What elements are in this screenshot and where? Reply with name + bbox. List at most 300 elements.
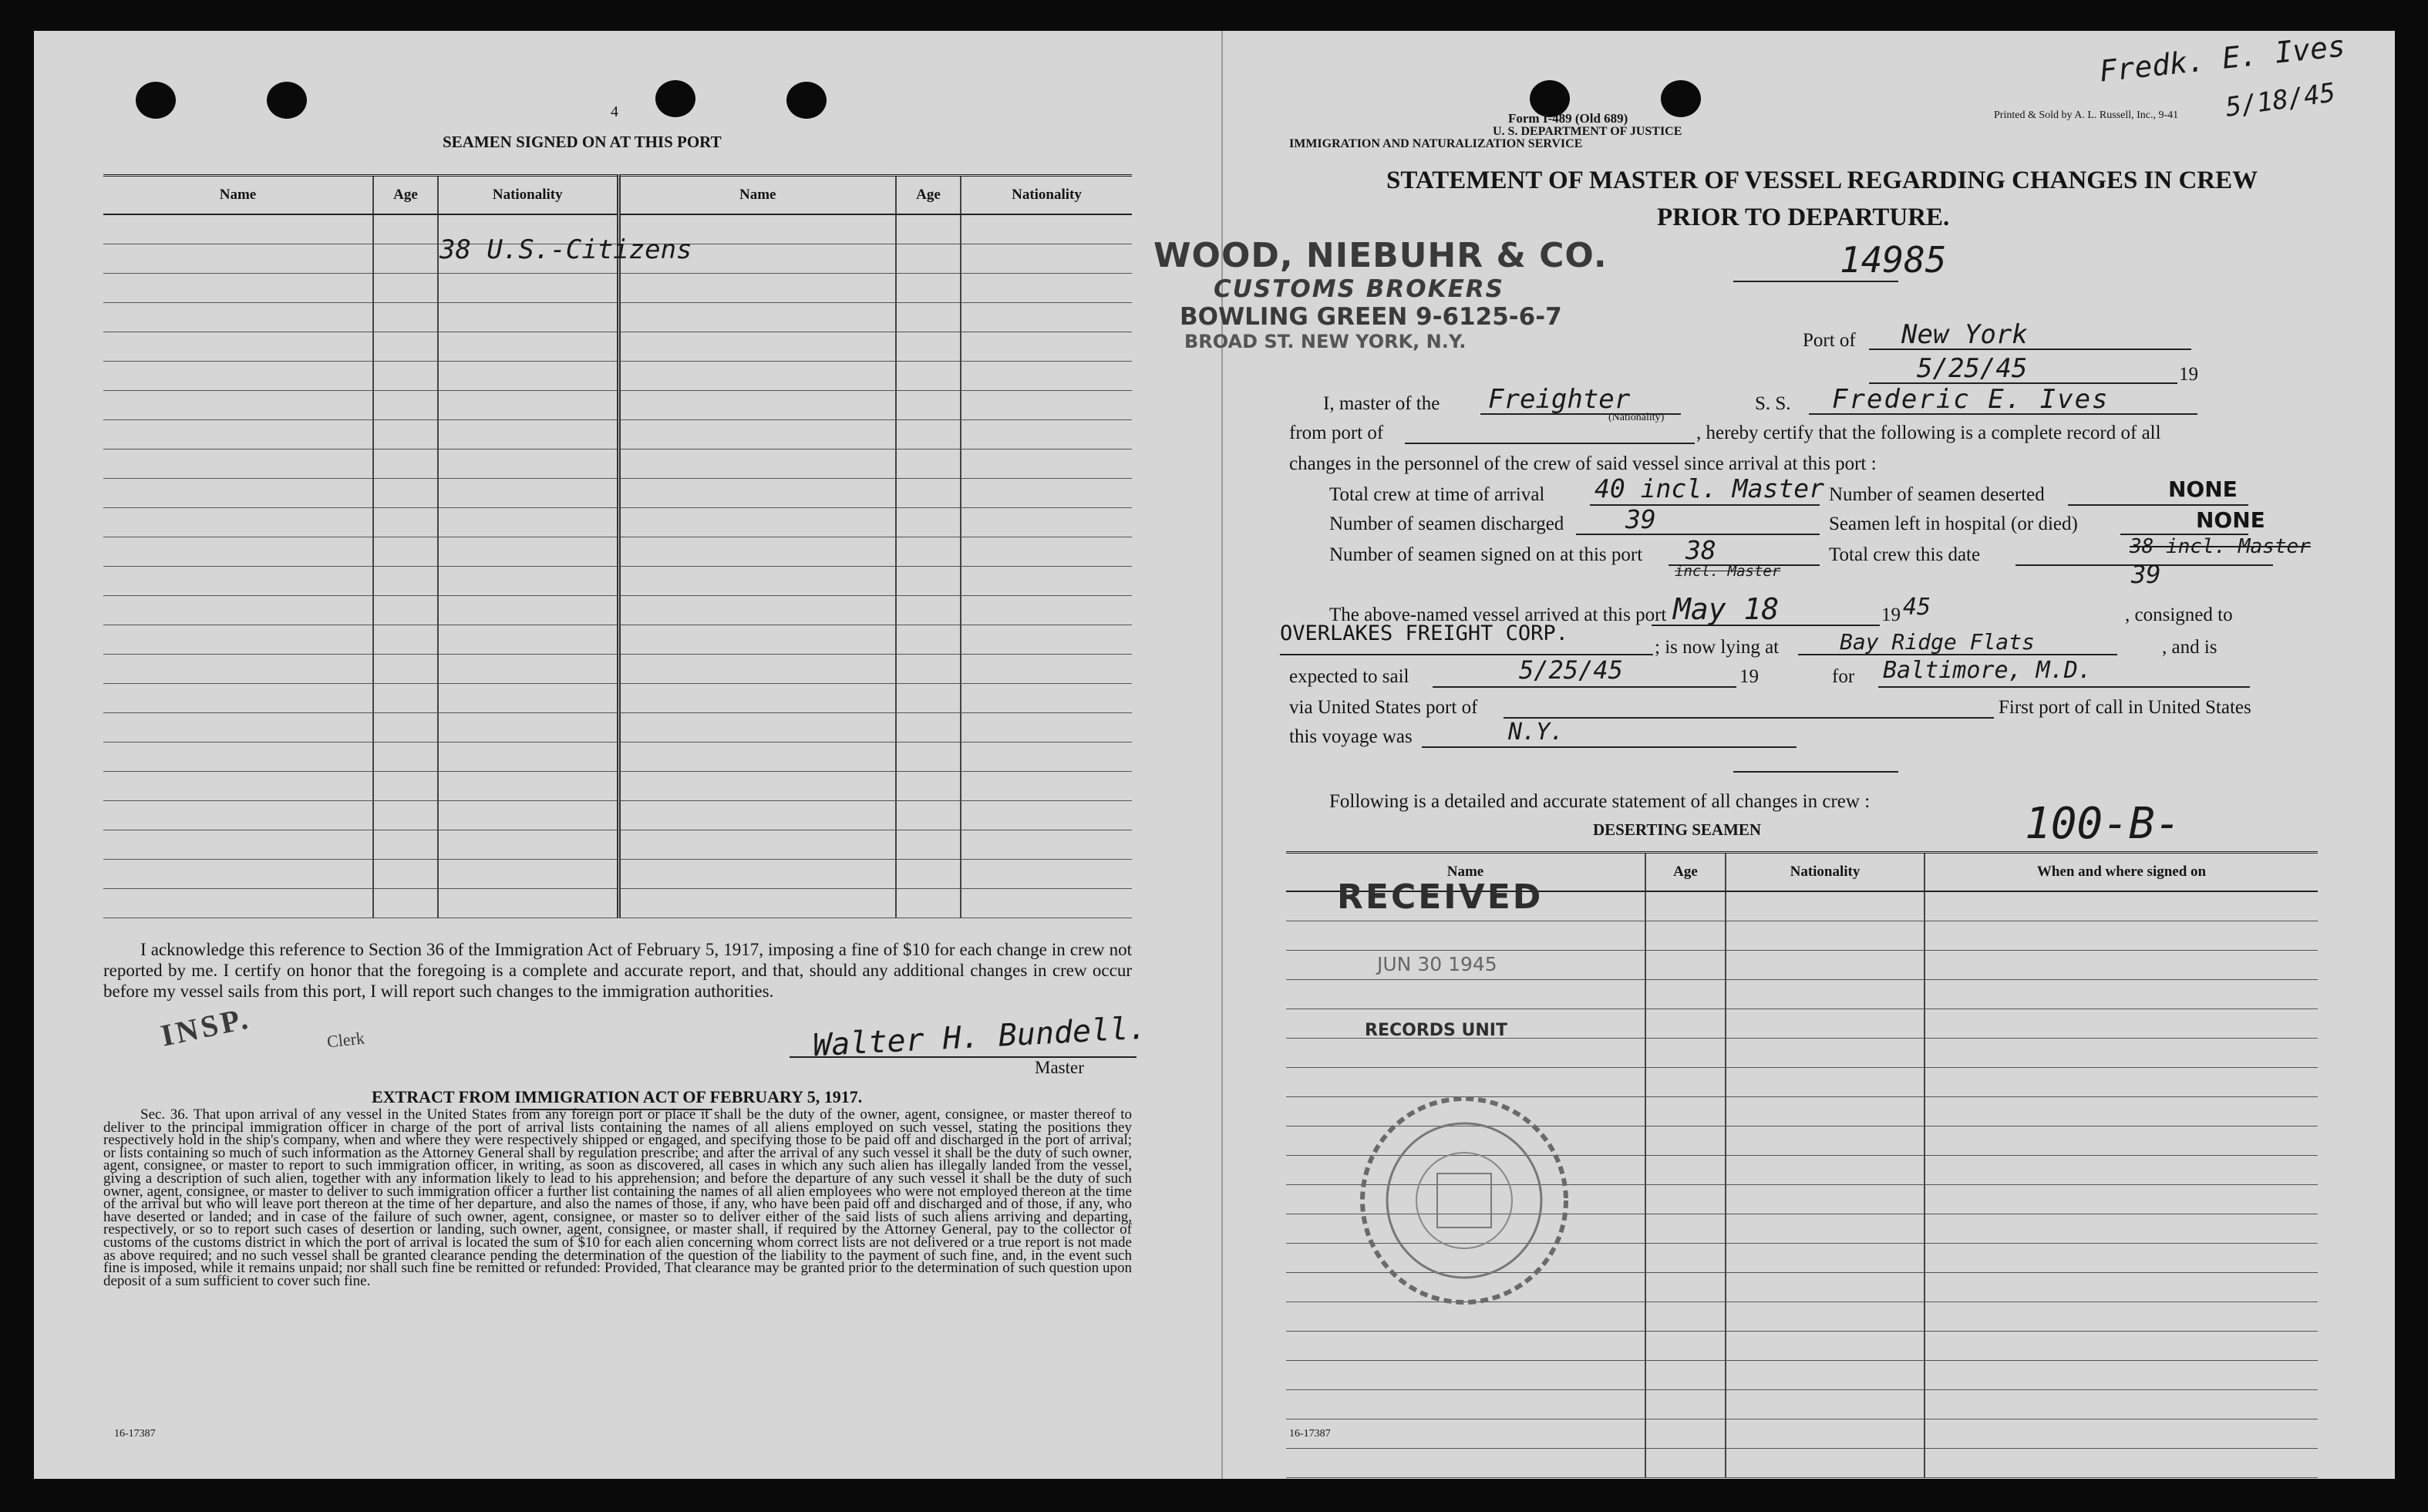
- table-cell: [896, 860, 961, 889]
- total-date-value: 39: [2131, 560, 2161, 589]
- table-row: [103, 743, 1132, 772]
- table-cell: [103, 479, 373, 508]
- table-cell: [961, 274, 1132, 303]
- table-cell: [438, 508, 618, 537]
- table-cell: [1726, 1244, 1925, 1273]
- table-cell: [961, 625, 1132, 655]
- table-cell: [896, 332, 961, 362]
- table-cell: [103, 772, 373, 801]
- table-row: [1286, 1419, 2318, 1449]
- table-cell: [1645, 980, 1726, 1009]
- column-header: Name: [103, 176, 373, 215]
- column-header: Age: [373, 176, 438, 215]
- table-cell: [373, 860, 438, 889]
- table-cell: [373, 450, 438, 479]
- table-cell: [1726, 1332, 1925, 1361]
- arrived-year-suffix: 45: [1903, 594, 1931, 621]
- table-cell: [961, 508, 1132, 537]
- table-row: [103, 801, 1132, 830]
- punch-hole: [267, 82, 307, 119]
- table-cell: [103, 567, 373, 596]
- master-of-label: I, master of the: [1323, 393, 1440, 414]
- table-cell: [961, 860, 1132, 889]
- column-header: Nationality: [438, 176, 618, 215]
- table-cell: [438, 801, 618, 830]
- signed-on-label: Number of seamen signed on at this port: [1329, 544, 1643, 565]
- discharged-label: Number of seamen discharged: [1329, 514, 1564, 534]
- table-cell: [438, 889, 618, 918]
- table-cell: [438, 860, 618, 889]
- table-cell: [1726, 1156, 1925, 1185]
- section-title: SEAMEN SIGNED ON AT THIS PORT: [443, 133, 722, 151]
- table-cell: [896, 684, 961, 713]
- table-cell: [1286, 1419, 1645, 1449]
- table-cell: [618, 479, 896, 508]
- table-cell: [103, 713, 373, 743]
- first-row-entry: 38 U.S.-Citizens: [439, 234, 692, 265]
- table-cell: [373, 655, 438, 684]
- table-cell: [1645, 1273, 1726, 1302]
- table-row: [103, 362, 1132, 391]
- voyage-value: N.Y.: [1508, 719, 1564, 746]
- total-date-label: Total crew this date: [1829, 544, 1981, 565]
- table-cell: [961, 214, 1132, 244]
- voyage-label: this voyage was: [1289, 726, 1413, 747]
- table-cell: [103, 860, 373, 889]
- broker-stamp: [1153, 236, 1608, 352]
- table-cell: [1286, 1390, 1645, 1419]
- table-cell: [373, 596, 438, 625]
- table-cell: [961, 537, 1132, 567]
- table-row: [103, 332, 1132, 362]
- table-cell: [103, 214, 373, 244]
- column-header: Age: [1645, 853, 1726, 892]
- table-cell: [1726, 1214, 1925, 1244]
- table-cell: [1925, 1244, 2318, 1273]
- table-cell: [438, 596, 618, 625]
- lying-label: ; is now lying at: [1655, 637, 1780, 658]
- table-cell: [373, 508, 438, 537]
- total-crew-arrival-label: Total crew at time of arrival: [1329, 484, 1545, 505]
- table-cell: [373, 274, 438, 303]
- table-cell: [618, 713, 896, 743]
- table-cell: [896, 420, 961, 450]
- hospital-label: Seamen left in hospital (or died): [1829, 514, 2078, 534]
- table-cell: [961, 655, 1132, 684]
- punch-hole: [1661, 80, 1701, 117]
- table-cell: [1726, 1361, 1925, 1390]
- table-row: [103, 567, 1132, 596]
- table-cell: [1726, 1302, 1925, 1332]
- date-value: 5/25/45: [1917, 353, 2028, 384]
- table-cell: [438, 684, 618, 713]
- table-cell: [1925, 1009, 2318, 1039]
- table-cell: [896, 214, 961, 244]
- table-cell: [1645, 1244, 1726, 1273]
- table-cell: [1645, 1039, 1726, 1068]
- table-row: [103, 860, 1132, 889]
- handwritten-corner-date: 5/18/45: [2223, 77, 2338, 123]
- column-header: Nationality: [961, 176, 1132, 215]
- signed-on-struck: incl. Master: [1675, 563, 1781, 580]
- table-row: [103, 274, 1132, 303]
- table-cell: [373, 830, 438, 860]
- table-cell: [373, 420, 438, 450]
- table-cell: [961, 479, 1132, 508]
- table-row: [103, 625, 1132, 655]
- deserting-title: DESERTING SEAMEN: [1593, 820, 1762, 839]
- table-cell: [1925, 1214, 2318, 1244]
- table-cell: [1925, 1068, 2318, 1097]
- lying-value: Bay Ridge Flats: [1840, 629, 2035, 655]
- table-cell: [618, 801, 896, 830]
- port-value: New York: [1901, 319, 2028, 350]
- table-cell: [438, 772, 618, 801]
- vessel-name: Frederic E. Ives: [1832, 384, 2110, 415]
- table-cell: [896, 830, 961, 860]
- extract-title: EXTRACT FROM IMMIGRATION ACT OF FEBRUARY 5, 1917.: [372, 1087, 863, 1106]
- table-cell: [438, 743, 618, 772]
- table-cell: [1645, 1361, 1726, 1390]
- table-cell: [618, 625, 896, 655]
- punch-hole: [786, 82, 827, 119]
- table-cell: [896, 567, 961, 596]
- table-row: [1286, 1390, 2318, 1419]
- table-cell: [373, 567, 438, 596]
- table-cell: [1645, 1156, 1726, 1185]
- table-cell: [1925, 1126, 2318, 1156]
- table-cell: [438, 303, 618, 332]
- table-cell: [373, 214, 438, 244]
- table-cell: [618, 450, 896, 479]
- table-cell: [1726, 921, 1925, 951]
- table-cell: [373, 743, 438, 772]
- certify-text: , hereby certify that the following is a complete record of all: [1696, 423, 2161, 443]
- table-cell: [896, 713, 961, 743]
- table-cell: [103, 303, 373, 332]
- table-cell: [1726, 891, 1925, 921]
- table-row: [1286, 1449, 2318, 1478]
- consigned-label: , consigned to: [2125, 604, 2233, 625]
- table-cell: [961, 391, 1132, 420]
- table-cell: [1925, 1097, 2318, 1126]
- department: U. S. DEPARTMENT OF JUSTICE: [1493, 125, 1682, 138]
- table-cell: [103, 743, 373, 772]
- service: IMMIGRATION AND NATURALIZATION SERVICE: [1289, 137, 1583, 150]
- footer-code: 16-17387: [1289, 1428, 1331, 1440]
- table-cell: [1925, 1185, 2318, 1214]
- table-cell: [961, 743, 1132, 772]
- table-cell: [1726, 951, 1925, 980]
- records-unit-stamp: RECORDS UNIT: [1365, 1021, 1507, 1040]
- received-stamp: RECEIVED: [1337, 877, 1544, 917]
- table-cell: [1726, 1390, 1925, 1419]
- table-cell: [618, 772, 896, 801]
- table-cell: [1925, 891, 2318, 921]
- clerk-stamp: Clerk: [325, 1028, 366, 1052]
- table-cell: [961, 596, 1132, 625]
- table-cell: [896, 479, 961, 508]
- table-row: [103, 596, 1132, 625]
- table-cell: [438, 362, 618, 391]
- table-cell: [1925, 1390, 2318, 1419]
- inspector-stamp: INSP.: [157, 1000, 254, 1053]
- table-cell: [1645, 951, 1726, 980]
- total-crew-arrival-value: 40 incl. Master: [1595, 473, 1825, 503]
- consignee: OVERLAKES FREIGHT CORP.: [1280, 621, 1568, 645]
- right-page: [1153, 29, 2395, 1479]
- table-cell: [373, 713, 438, 743]
- table-cell: [1726, 1419, 1925, 1449]
- table-cell: [1645, 1068, 1726, 1097]
- expected-year-prefix: 19: [1739, 666, 1759, 687]
- table-cell: [1726, 1449, 1925, 1478]
- table-cell: [896, 303, 961, 332]
- table-cell: [1925, 921, 2318, 951]
- table-cell: [438, 332, 618, 362]
- table-cell: [1726, 1009, 1925, 1039]
- table-cell: [896, 655, 961, 684]
- table-cell: [896, 537, 961, 567]
- signed-on-value: 38: [1685, 535, 1716, 565]
- table-cell: [438, 655, 618, 684]
- table-cell: [373, 801, 438, 830]
- handwritten-code: 100-B-: [2025, 799, 2181, 849]
- table-cell: [618, 596, 896, 625]
- table-cell: [103, 450, 373, 479]
- table-cell: [961, 244, 1132, 274]
- first-port-label: First port of call in United States: [1999, 697, 2251, 718]
- table-cell: [618, 303, 896, 332]
- form-title: STATEMENT OF MASTER OF VESSEL REGARDING CHANGES IN CREW: [1386, 167, 2258, 194]
- circular-seal-stamp: [1352, 1089, 1576, 1312]
- vessel-type: Freighter: [1488, 384, 1631, 415]
- table-cell: [1645, 1185, 1726, 1214]
- table-cell: [618, 743, 896, 772]
- table-cell: [103, 889, 373, 918]
- for-label: for: [1832, 666, 1855, 687]
- table-row: [103, 450, 1132, 479]
- table-cell: [618, 362, 896, 391]
- discharged-value: 39: [1625, 504, 1656, 534]
- table-cell: [438, 391, 618, 420]
- table-cell: [438, 567, 618, 596]
- table-row: [103, 830, 1132, 860]
- deserted-label: Number of seamen deserted: [1829, 484, 2045, 505]
- arrived-value: May 18: [1673, 592, 1780, 626]
- punch-hole: [136, 82, 176, 119]
- table-row: [103, 420, 1132, 450]
- table-row: [103, 303, 1132, 332]
- table-cell: [103, 244, 373, 274]
- table-cell: [618, 830, 896, 860]
- table-cell: [1286, 1361, 1645, 1390]
- table-row: [103, 889, 1132, 918]
- table-cell: [438, 274, 618, 303]
- table-cell: [961, 772, 1132, 801]
- port-label: Port of: [1803, 330, 1856, 351]
- table-cell: [103, 655, 373, 684]
- handwritten-corner-note: Fredk. E. Ives: [2097, 29, 2347, 89]
- ss-label: S. S.: [1755, 393, 1791, 414]
- and-is-label: , and is: [2162, 637, 2218, 658]
- total-date-struck: 38 incl. Master: [2130, 535, 2311, 558]
- table-cell: [1645, 1332, 1726, 1361]
- table-cell: [896, 508, 961, 537]
- table-cell: [961, 420, 1132, 450]
- via-label: via United States port of: [1289, 697, 1478, 718]
- table-row: [103, 713, 1132, 743]
- extract-text: Sec. 36. That upon arrival of any vessel in the United States from any foreign port or place it shall be the duty of the owner, agent, consignee, or master thereof to deliver to the principal immigration officer in charge of the port of arrival lists containing the names of all aliens employed on such vessel, stating the positions they respectively hold in the ship's company, when and where they were respectively shipped or engaged, and specifying those to be paid off and discharged in the port of arrival; or lists containing so much of such information as the Attorney General shall by regulation prescribe; and after the arrival of any such vessel it shall be the duty of such owner, agent, consignee, or master to report to such immigration officer, in writing, as soon as discovered, all cases in which any such alien has illegally landed from the vessel, giving a description of such alien, together with any information likely to lead to his apprehension; and before the departure of any such vessel it shall be the duty of such owner, agent, consignee, or master to deliver to such immigration officer a further list containing the names of all alien employees who were not employed thereon at the time of the arrival but who will leave port thereon at the time of her departure, and also the names of those, if any, who have been paid off and discharged and of those, if any, who have deserted or landed; and in case of the failure of such owner, agent, consignee, or master so to deliver either of the said lists of such aliens arriving and departing, respectively, or so to report such cases of desertion or landing, such owner, agent, consignee, or master shall, if required by the Attorney General, pay to the collector of customs of the customs district in which the port of arrival is located the sum of $10 for each alien concerning whom correct lists are not delivered or a true report is not made as above required; and no such vessel shall be granted clearance pending the determination of the question of the liability to the payment of such fine, and, in the event such fine is imposed, while it remains unpaid; nor shall such fine be remitted or refunded: Provided, That clearance may be granted prior to the determination of such question upon deposit of a sum sufficient to cover such fine.: [103, 1106, 1132, 1289]
- table-cell: [618, 537, 896, 567]
- following-text: Following is a detailed and accurate statement of all changes in crew :: [1329, 791, 1871, 812]
- table-cell: [103, 362, 373, 391]
- table-cell: [438, 479, 618, 508]
- table-cell: [1286, 1039, 1645, 1068]
- table-cell: [373, 332, 438, 362]
- table-cell: [373, 391, 438, 420]
- table-cell: [1925, 1273, 2318, 1302]
- table-cell: [896, 450, 961, 479]
- table-cell: [961, 684, 1132, 713]
- page-number: 4: [611, 103, 618, 120]
- table-cell: [1925, 1449, 2318, 1478]
- table-row: [103, 655, 1132, 684]
- table-cell: [896, 391, 961, 420]
- table-cell: [373, 684, 438, 713]
- table-row: [1286, 1332, 2318, 1361]
- table-cell: [618, 860, 896, 889]
- table-cell: [1726, 1068, 1925, 1097]
- table-cell: [618, 274, 896, 303]
- table-cell: [1645, 1390, 1726, 1419]
- table-cell: [103, 830, 373, 860]
- form-number: Form I-489 (Old 689): [1508, 111, 1628, 126]
- acknowledgement-text: I acknowledge this reference to Section 36 of the Immigration Act of February 5, 1917, imposing a fine of $10 for each change in crew not reported by me. I certify on honor that the foregoing is a complete and accurate report, and that, should any additional changes in crew occur before my vessel sails from this port, I will report such changes to the immigration authorities.: [103, 940, 1132, 1001]
- table-cell: [1726, 1273, 1925, 1302]
- table-row: [1286, 980, 2318, 1009]
- expected-label: expected to sail: [1289, 666, 1409, 687]
- table-cell: [1925, 1302, 2318, 1332]
- table-cell: [373, 362, 438, 391]
- column-header: Name: [1286, 853, 1645, 892]
- table-cell: [103, 274, 373, 303]
- broker-phone: BOWLING GREEN 9-6125-6-7: [1180, 303, 1562, 331]
- table-cell: [961, 567, 1132, 596]
- footer-code: 16-17387: [114, 1428, 156, 1440]
- file-number: 14985: [1840, 239, 1947, 281]
- table-cell: [103, 596, 373, 625]
- table-cell: [618, 391, 896, 420]
- master-signature: Walter H. Bundell.: [812, 1010, 1148, 1064]
- table-row: [103, 391, 1132, 420]
- expected-value: 5/25/45: [1519, 655, 1623, 685]
- from-port-label: from port of: [1289, 423, 1384, 443]
- table-cell: [961, 303, 1132, 332]
- table-cell: [438, 537, 618, 567]
- table-cell: [1726, 1097, 1925, 1126]
- table-cell: [1645, 891, 1726, 921]
- table-cell: [373, 537, 438, 567]
- table-row: [103, 684, 1132, 713]
- table-cell: [1726, 1185, 1925, 1214]
- table-cell: [618, 684, 896, 713]
- nationality-caption: (Nationality): [1608, 412, 1665, 423]
- signature-role: Master: [1035, 1058, 1084, 1077]
- table-cell: [618, 420, 896, 450]
- table-cell: [896, 625, 961, 655]
- broker-name: WOOD, NIEBUHR & CO.: [1153, 236, 1608, 275]
- table-cell: [618, 508, 896, 537]
- table-cell: [1286, 1449, 1645, 1478]
- table-row: [1286, 1039, 2318, 1068]
- table-cell: [103, 332, 373, 362]
- arrived-label: The above-named vessel arrived at this port: [1329, 604, 1667, 625]
- table-cell: [373, 303, 438, 332]
- punch-hole: [655, 80, 695, 117]
- seamen-signed-on-table: [103, 174, 1132, 918]
- for-value: Baltimore, M.D.: [1883, 657, 2092, 684]
- table-cell: [103, 801, 373, 830]
- form-subtitle: PRIOR TO DEPARTURE.: [1657, 204, 1950, 231]
- table-cell: [961, 362, 1132, 391]
- table-cell: [1286, 921, 1645, 951]
- table-cell: [1726, 980, 1925, 1009]
- table-cell: [1925, 980, 2318, 1009]
- year-prefix: 19: [2179, 364, 2198, 385]
- table-cell: [438, 713, 618, 743]
- column-header: When and where signed on: [1925, 853, 2318, 892]
- table-cell: [1645, 1449, 1726, 1478]
- column-header: Nationality: [1726, 853, 1925, 892]
- column-header: Name: [618, 176, 896, 215]
- table-cell: [438, 420, 618, 450]
- broker-address: BROAD ST. NEW YORK, N.Y.: [1184, 331, 1467, 352]
- table-cell: [961, 801, 1132, 830]
- table-cell: [373, 889, 438, 918]
- table-cell: [961, 332, 1132, 362]
- table-cell: [896, 801, 961, 830]
- table-cell: [961, 713, 1132, 743]
- table-cell: [373, 772, 438, 801]
- table-cell: [438, 830, 618, 860]
- table-cell: [961, 889, 1132, 918]
- table-cell: [896, 362, 961, 391]
- table-cell: [1726, 1126, 1925, 1156]
- table-cell: [438, 450, 618, 479]
- table-cell: [896, 274, 961, 303]
- column-header: Age: [896, 176, 961, 215]
- received-date: JUN 30 1945: [1377, 953, 1497, 975]
- table-cell: [1925, 1332, 2318, 1361]
- table-cell: [1925, 1156, 2318, 1185]
- table-cell: [618, 332, 896, 362]
- table-cell: [618, 889, 896, 918]
- changes-text: changes in the personnel of the crew of said vessel since arrival at this port :: [1289, 453, 1877, 474]
- table-cell: [1925, 951, 2318, 980]
- left-page: [34, 31, 1221, 1479]
- table-row: [103, 537, 1132, 567]
- table-cell: [1645, 1214, 1726, 1244]
- table-row: [1286, 921, 2318, 951]
- table-cell: [1645, 1126, 1726, 1156]
- table-cell: [618, 655, 896, 684]
- table-cell: [1645, 1097, 1726, 1126]
- table-cell: [618, 567, 896, 596]
- table-cell: [103, 508, 373, 537]
- table-cell: [896, 743, 961, 772]
- table-cell: [373, 244, 438, 274]
